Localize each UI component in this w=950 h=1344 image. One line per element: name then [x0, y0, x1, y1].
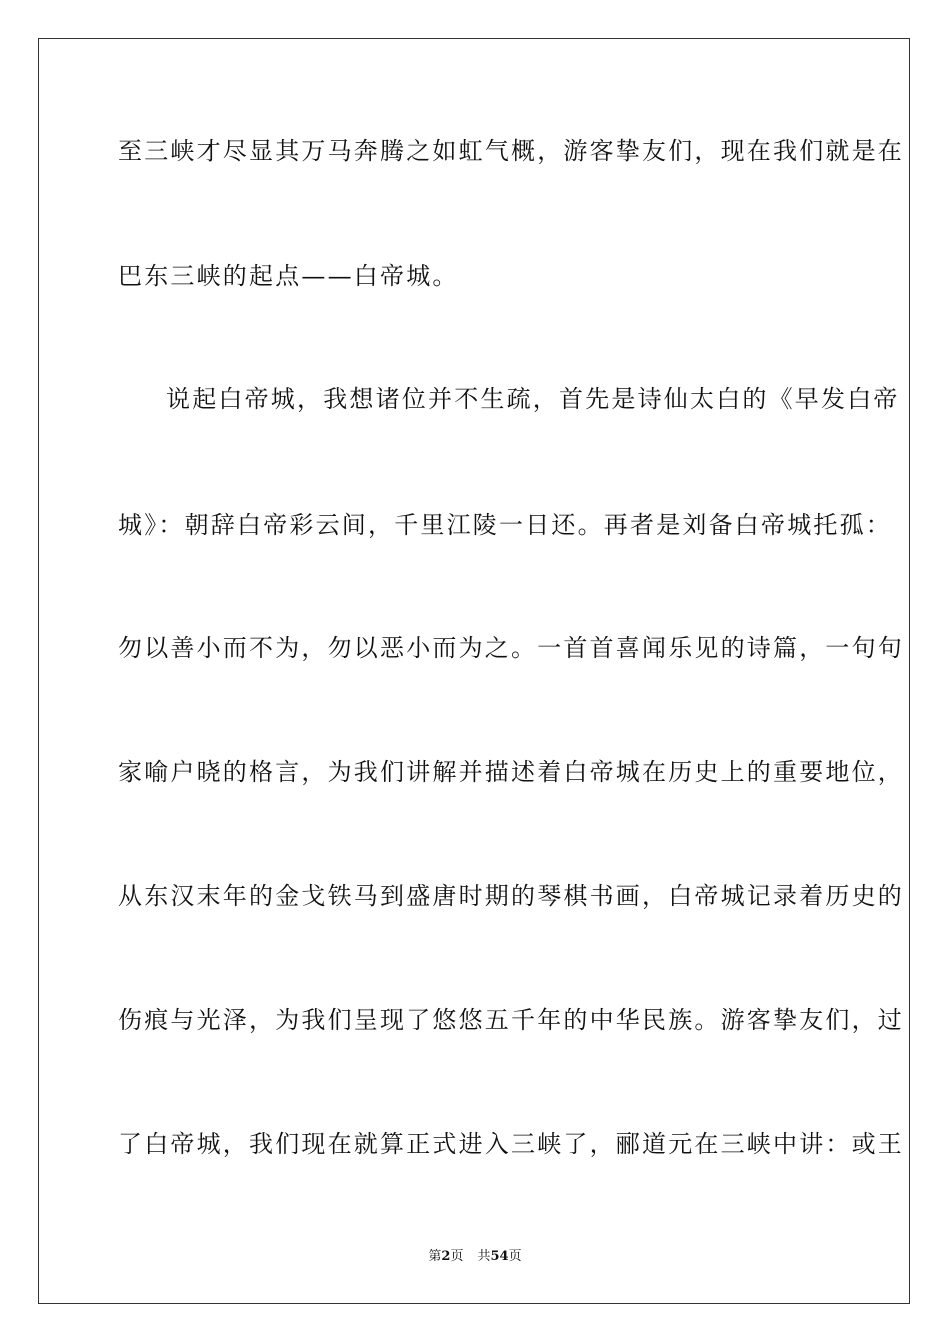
- page-footer: [0, 1245, 950, 1269]
- total-pages: 54: [490, 1249, 509, 1264]
- body-line-9: 了白帝城，我们现在就算正式进入三峡了，郦道元在三峡中讲：或王: [118, 1130, 904, 1158]
- body-line-8: 伤痕与光泽，为我们呈现了悠悠五千年的中华民族。游客挚友们，过: [118, 1006, 904, 1034]
- body-line-3: 说起白帝城，我想诸位并不生疏，首先是诗仙太白的《早发白帝: [166, 385, 900, 413]
- page-number: 2: [441, 1249, 451, 1264]
- page-prefix: 第: [428, 1249, 442, 1264]
- body-line-5: 勿以善小而不为，勿以恶小而为之。一首首喜闻乐见的诗篇，一句句: [118, 634, 904, 662]
- body-line-1: 至三峡才尽显其万马奔腾之如虹气概，游客挚友们，现在我们就是在: [118, 137, 904, 165]
- body-line-7: 从东汉末年的金戈铁马到盛唐时期的琴棋书画，白帝城记录着历史的: [118, 882, 904, 910]
- body-line-6: 家喻户晓的格言，为我们讲解并描述着白帝城在历史上的重要地位，: [118, 758, 904, 786]
- page-suffix: 页: [450, 1249, 464, 1264]
- total-suffix: 页: [508, 1249, 522, 1264]
- page-border: [38, 38, 910, 1304]
- body-line-2: 巴东三峡的起点——白帝城。: [118, 262, 459, 290]
- total-prefix: 共: [477, 1249, 491, 1264]
- body-line-4: 城》：朝辞白帝彩云间，千里江陵一日还。再者是刘备白帝城托孤：: [118, 511, 892, 539]
